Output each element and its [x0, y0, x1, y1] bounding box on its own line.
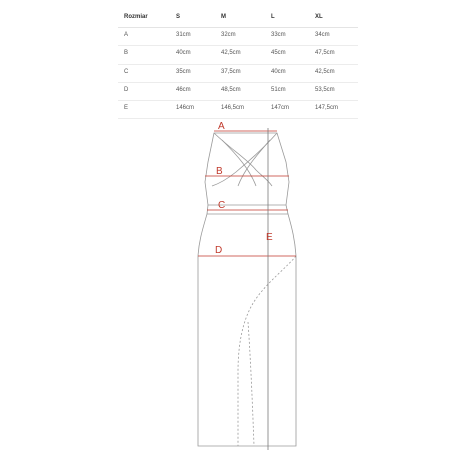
cell-value: 40cm	[271, 68, 286, 75]
dress-outline	[198, 133, 296, 446]
drape-line	[212, 133, 277, 186]
cell-value: 32cm	[221, 32, 236, 39]
cell-value: 146cm	[176, 104, 195, 111]
cell-value: 35cm	[176, 68, 191, 75]
cell-value: 147cm	[271, 104, 290, 111]
label-e: E	[266, 232, 273, 243]
header-size: Rozmiar	[124, 14, 148, 20]
cell-value: 42,5cm	[315, 68, 335, 75]
label-c: C	[218, 200, 226, 211]
row-label: E	[124, 104, 129, 111]
cell-value: 46cm	[176, 86, 191, 93]
seam-line	[248, 322, 254, 446]
row-label: A	[124, 32, 129, 39]
cell-value: 37,5cm	[221, 68, 241, 75]
cell-value: 33cm	[271, 32, 286, 39]
label-a: A	[218, 121, 225, 132]
label-d: D	[215, 245, 223, 256]
row-label: D	[124, 86, 129, 93]
label-b: B	[216, 166, 223, 177]
skirt-outline	[198, 214, 296, 446]
cell-value: 42,5cm	[221, 50, 241, 57]
header-s: S	[176, 14, 181, 20]
cell-value: 45cm	[271, 50, 286, 57]
row-label: C	[124, 68, 129, 75]
cell-value: 48,5cm	[221, 86, 241, 93]
row-label: B	[124, 50, 129, 57]
header-l: L	[271, 14, 275, 20]
cell-value: 47,5cm	[315, 50, 335, 57]
cell-value: 40cm	[176, 50, 191, 57]
cell-value: 53,5cm	[315, 86, 335, 93]
cell-value: 147,5cm	[315, 104, 339, 111]
cell-value: 146,5cm	[221, 104, 245, 111]
header-m: M	[221, 14, 226, 20]
header-xl: XL	[315, 14, 323, 20]
cell-value: 51cm	[271, 86, 286, 93]
cell-value: 31cm	[176, 32, 191, 39]
measurement-lines	[198, 131, 296, 256]
cell-value: 34cm	[315, 32, 330, 39]
slit-line	[238, 256, 296, 446]
